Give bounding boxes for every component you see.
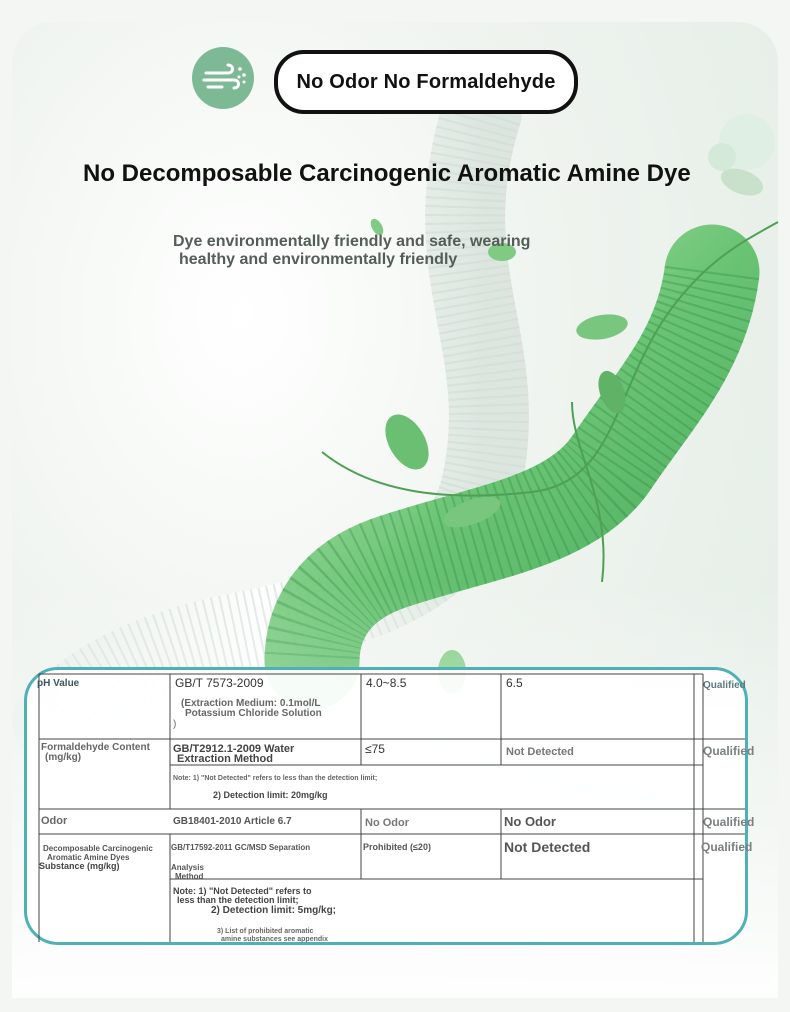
subtitle-line-2: healthy and environmentally friendly — [179, 251, 458, 268]
cell-amine-method-3: Method — [175, 872, 204, 881]
cell-ph-method-note-1: (Extraction Medium: 0.1mol/L — [181, 698, 321, 709]
cell-amine-note-3: 2) Detection limit: 5mg/kg; — [211, 905, 337, 916]
cell-odor-requirement: No Odor — [365, 817, 409, 829]
subtitle — [173, 233, 633, 269]
cell-amine-requirement: Prohibited (≤20) — [363, 842, 431, 852]
title-badge-text: No Odor No Formaldehyde — [296, 70, 556, 93]
cell-amine-note-5: amine substances see appendix — [221, 936, 328, 943]
cell-formaldehyde-method-1: GB/T2912.1-2009 Water — [173, 743, 295, 755]
cell-amine-item-3: Substance (mg/kg) — [39, 861, 120, 871]
cell-amine-method-1: GB/T17592-2011 GC/MSD Separation — [171, 843, 311, 852]
cell-formaldehyde-item-2: (mg/kg) — [45, 752, 82, 763]
cell-odor-result: No Odor — [504, 814, 556, 829]
cell-odor-verdict: Qualified — [703, 815, 755, 829]
headline: No Decomposable Carcinogenic Aromatic Amine Dye — [83, 160, 691, 187]
cell-formaldehyde-note-2: 2) Detection limit: 20mg/kg — [213, 790, 328, 800]
cell-amine-item-2: Aromatic Amine Dyes — [47, 853, 130, 862]
cell-ph-result: 6.5 — [506, 676, 523, 690]
title-badge — [274, 50, 578, 114]
cell-odor-item: Odor — [41, 815, 68, 827]
cell-amine-verdict: Qualified — [701, 840, 753, 854]
cell-formaldehyde-verdict: Qualified — [703, 744, 755, 758]
table-grid — [27, 670, 745, 942]
cell-formaldehyde-method-2: Extraction Method — [177, 753, 273, 765]
cell-amine-note-4: 3) List of prohibited aromatic — [217, 928, 314, 935]
cell-formaldehyde-result: Not Detected — [506, 746, 574, 758]
cell-ph-item: pH Value — [37, 678, 80, 689]
cell-amine-method-2: Analysis — [171, 863, 204, 872]
test-results-table — [24, 667, 755, 945]
cell-amine-item-1: Decomposable Carcinogenic — [43, 844, 153, 853]
cell-ph-verdict: Qualified — [703, 680, 746, 691]
cell-amine-result: Not Detected — [504, 839, 591, 855]
cell-formaldehyde-item-1: Formaldehyde Content — [41, 742, 150, 753]
cell-formaldehyde-requirement: ≤75 — [365, 742, 385, 756]
cell-ph-method: GB/T 7573-2009 — [175, 676, 264, 690]
leaf — [376, 407, 437, 477]
cell-amine-note-1: Note: 1) "Not Detected" refers to — [173, 886, 312, 896]
leaf — [574, 311, 629, 344]
cell-ph-requirement: 4.0~8.5 — [366, 676, 407, 690]
subtitle-line-1: Dye environmentally friendly and safe, wearing — [173, 233, 531, 250]
cell-ph-method-note-2: Potassium Chloride Solution — [185, 708, 322, 719]
cell-formaldehyde-note-1: Note: 1) "Not Detected" refers to less than the detection limit; — [173, 775, 378, 782]
cell-ph-method-note-3: ) — [173, 719, 177, 730]
cell-odor-method: GB18401-2010 Article 6.7 — [173, 816, 292, 827]
wind-sparkle-icon — [192, 47, 254, 109]
cell-amine-note-2: less than the detection limit; — [177, 895, 299, 905]
